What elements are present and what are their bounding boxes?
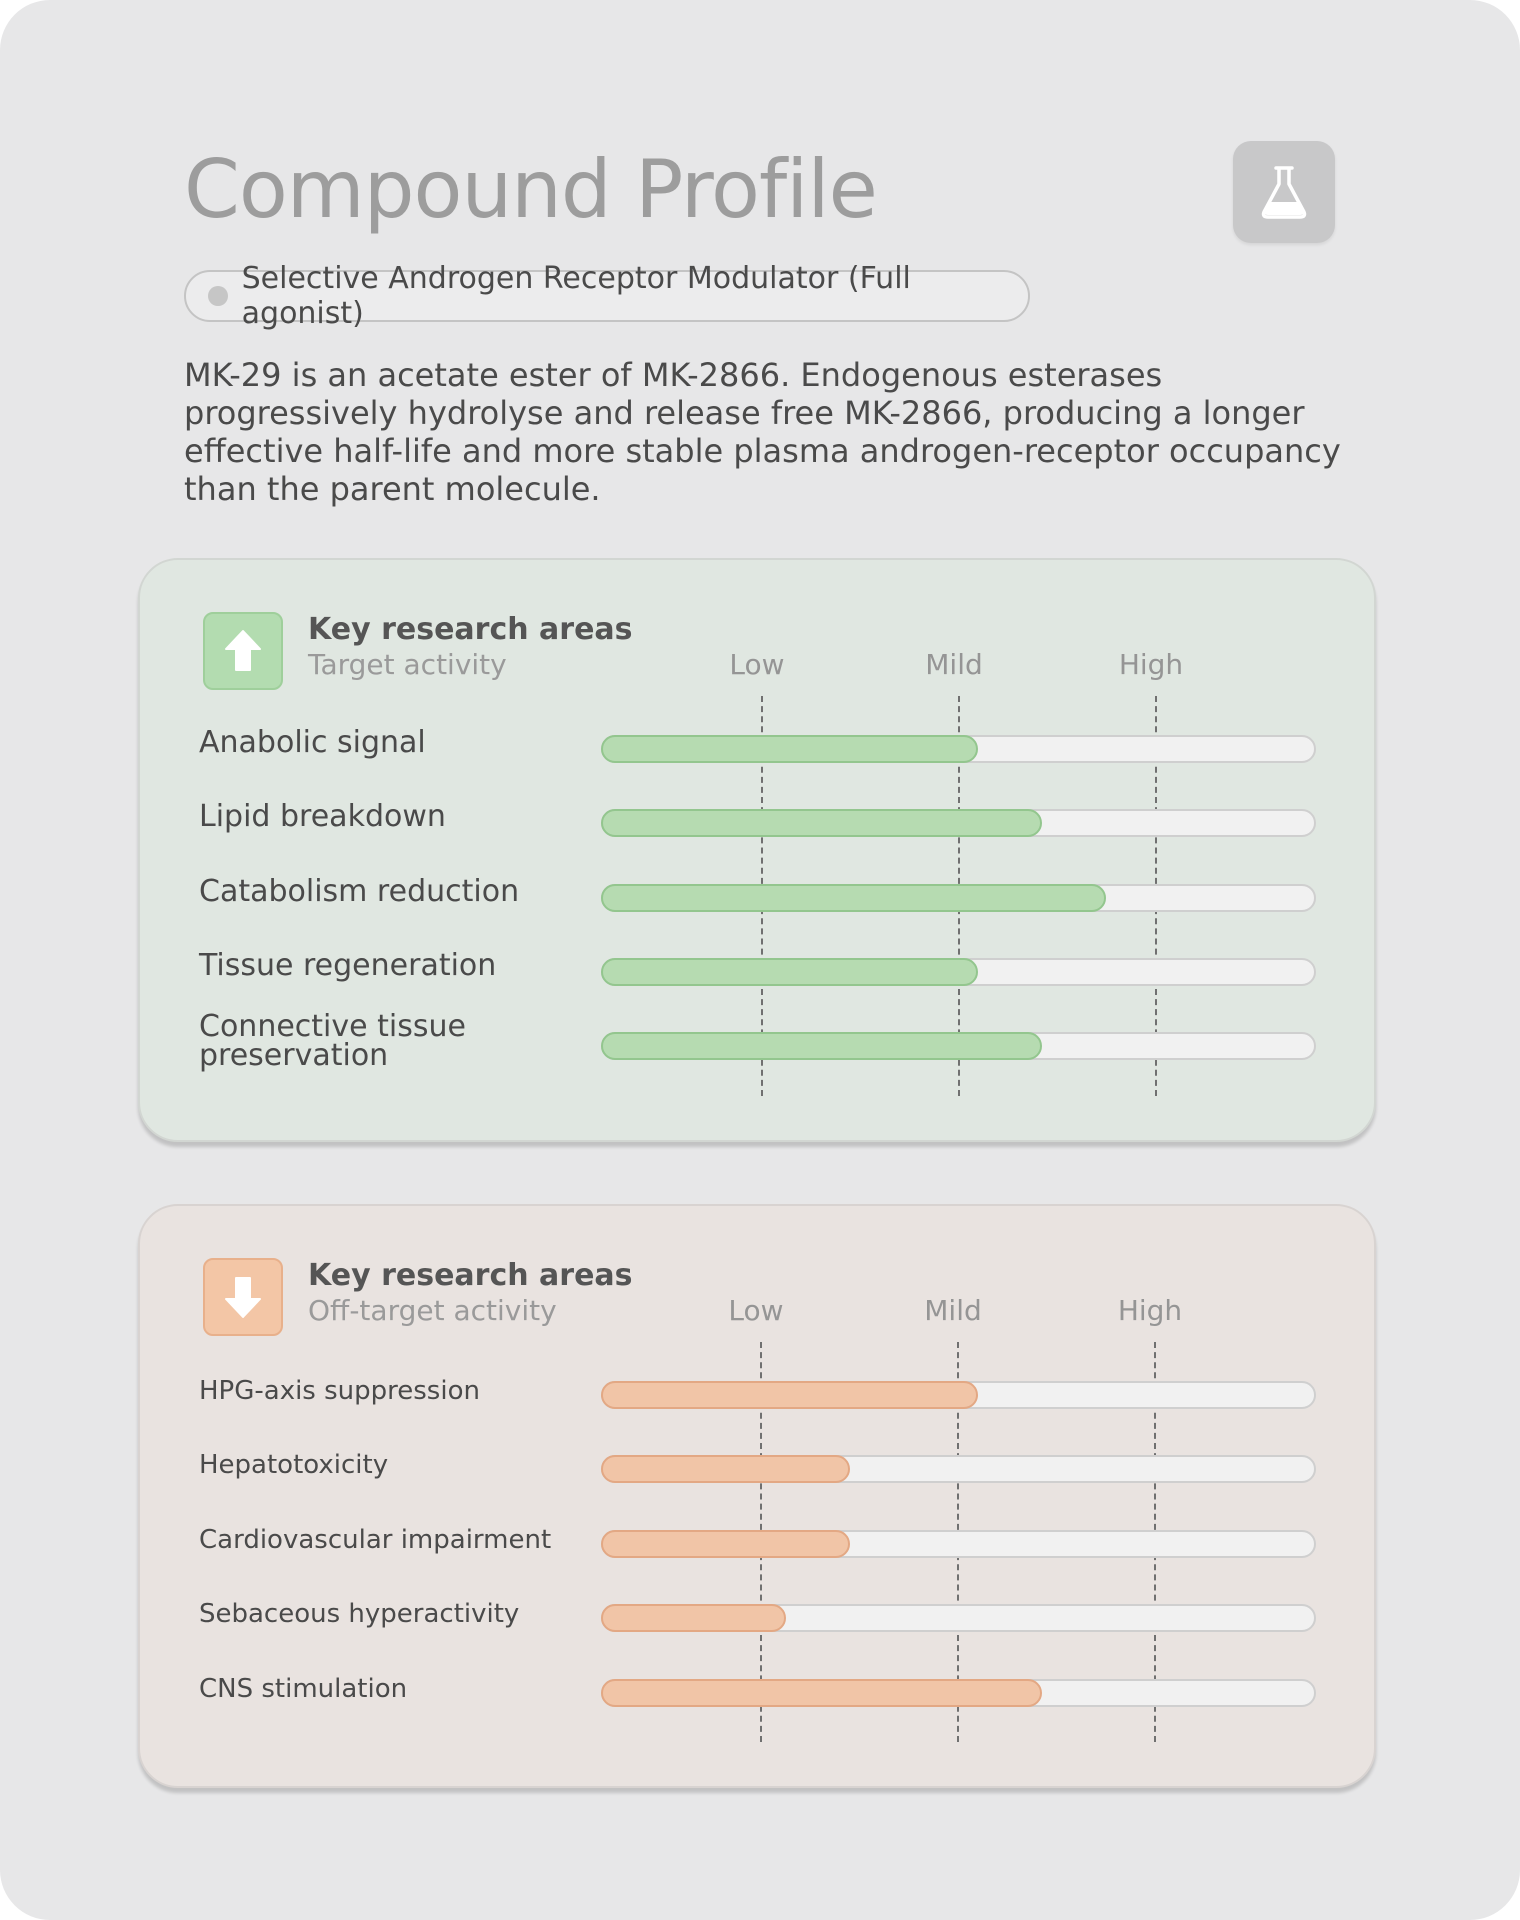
row-label: Tissue regeneration [199, 948, 497, 983]
arrow-down-icon-tile [203, 1258, 283, 1336]
offtarget-activity-panel [138, 1204, 1376, 1788]
arrow-down-icon [223, 1274, 263, 1320]
row-label: Lipid breakdown [199, 799, 446, 834]
row-label: Anabolic signal [199, 725, 426, 760]
flask-icon [1259, 164, 1309, 220]
arrow-up-icon-tile [203, 612, 283, 690]
compound-description: MK-29 is an acetate ester of MK-2866. Endogenous esterases progressively hydrolyse and release free MK-2866, producing a longer effective half-life and more stable plasma androgen-receptor occupancy than the parent molecule. [184, 356, 1341, 508]
activity-bar-fill [601, 1530, 850, 1558]
classification-badge [184, 261, 1030, 331]
row-label: CNS stimulation [199, 1674, 408, 1704]
target-activity-panel [138, 558, 1376, 1142]
activity-bar-track [601, 1604, 1316, 1632]
classification-text: Selective Androgen Receptor Modulator (Full agonist) [241, 261, 911, 331]
activity-bar-fill [601, 1381, 978, 1409]
activity-bar-track [601, 958, 1316, 986]
activity-bar-track [601, 809, 1316, 837]
scale-label-mild: Mild [924, 1294, 982, 1327]
page-title: Compound Profile [184, 143, 877, 236]
activity-bar-fill [601, 735, 978, 763]
activity-bar-track [601, 1530, 1316, 1558]
scale-label-low: Low [728, 1294, 784, 1327]
activity-bar-fill [601, 809, 1042, 837]
row-label: HPG-axis suppression [199, 1376, 480, 1406]
arrow-up-icon [223, 628, 263, 674]
activity-bar-fill [601, 1604, 786, 1632]
row-label: Connective tissue preservation [199, 1009, 466, 1073]
panel-subheading: Off-target activity [308, 1294, 557, 1327]
panel-heading: Key research areas [308, 612, 633, 647]
activity-bar-track [601, 884, 1316, 912]
activity-bar-track [601, 1679, 1316, 1707]
row-label: Catabolism reduction [199, 874, 520, 909]
panel-heading: Key research areas [308, 1258, 633, 1293]
scale-label-high: High [1118, 648, 1184, 681]
row-label: Sebaceous hyperactivity [199, 1599, 520, 1629]
activity-bar-fill [601, 1455, 850, 1483]
scale-label-low: Low [729, 648, 785, 681]
activity-bar-fill [601, 958, 978, 986]
panel-subheading: Target activity [308, 648, 507, 681]
activity-bar-fill [601, 1679, 1042, 1707]
scale-label-high: High [1117, 1294, 1183, 1327]
flask-icon-tile[interactable] [1233, 141, 1335, 243]
activity-bar-fill [601, 1032, 1042, 1060]
activity-bar-fill [601, 884, 1106, 912]
activity-bar-track [601, 1455, 1316, 1483]
scale-label-mild: Mild [925, 648, 983, 681]
row-label: Hepatotoxicity [199, 1450, 389, 1480]
status-dot-icon [208, 286, 228, 306]
row-label: Cardiovascular impairment [199, 1525, 552, 1555]
activity-bar-track [601, 1032, 1316, 1060]
activity-bar-track [601, 1381, 1316, 1409]
activity-bar-track [601, 735, 1316, 763]
